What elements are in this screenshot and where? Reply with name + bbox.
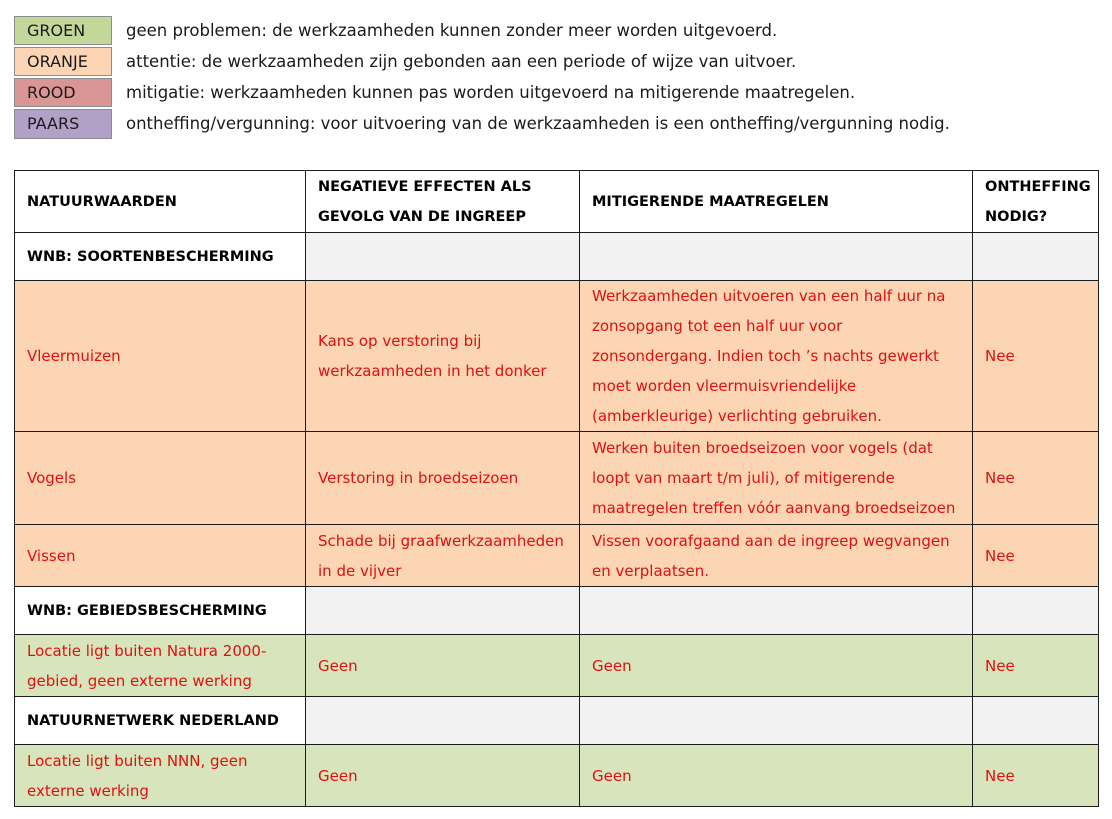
section-empty-cell xyxy=(973,233,1099,281)
legend-swatch-groen: GROEN xyxy=(14,16,112,45)
table-row-natura2000 xyxy=(15,635,1099,697)
cell-natuurwaarde: Vleermuizen xyxy=(15,281,306,432)
cell-ontheffing: Nee xyxy=(973,432,1099,525)
legend-text-groen: geen problemen: de werkzaamheden kunnen zonder meer worden uitgevoerd. xyxy=(126,21,778,40)
cell-maatregel: Geen xyxy=(580,745,973,807)
table-row-nnn xyxy=(15,745,1099,807)
legend-swatch-rood: ROOD xyxy=(14,78,112,107)
header-negatieve-effecten xyxy=(306,171,580,233)
natuurwaarden-table xyxy=(14,170,1099,807)
section-empty-cell xyxy=(306,697,580,745)
section-title: NATUURNETWERK NEDERLAND xyxy=(15,697,306,745)
table-header-row xyxy=(15,171,1099,233)
header-ontheffing xyxy=(973,171,1099,233)
section-title: WNB: SOORTENBESCHERMING xyxy=(15,233,306,281)
section-row-soortenbescherming xyxy=(15,233,1099,281)
section-empty-cell xyxy=(306,233,580,281)
table-row-vleermuizen xyxy=(15,281,1099,432)
section-empty-cell xyxy=(580,697,973,745)
cell-effect: Schade bij graafwerkzaamheden in de vijver xyxy=(306,525,580,587)
cell-ontheffing: Nee xyxy=(973,745,1099,807)
header-negatieve-effecten-line2: GEVOLG VAN DE INGREEP xyxy=(318,208,526,225)
header-ontheffing-line2: NODIG? xyxy=(985,208,1048,225)
cell-ontheffing: Nee xyxy=(973,525,1099,587)
cell-natuurwaarde: Locatie ligt buiten Natura 2000-gebied, geen externe werking xyxy=(15,635,306,697)
section-empty-cell xyxy=(580,233,973,281)
cell-effect: Verstoring in broedseizoen xyxy=(306,432,580,525)
section-empty-cell xyxy=(580,587,973,635)
section-empty-cell xyxy=(973,697,1099,745)
legend-text-oranje: attentie: de werkzaamheden zijn gebonden aan een periode of wijze van uitvoer. xyxy=(126,52,797,71)
section-row-natuurnetwerk xyxy=(15,697,1099,745)
section-title: WNB: GEBIEDSBESCHERMING xyxy=(15,587,306,635)
cell-natuurwaarde: Vogels xyxy=(15,432,306,525)
table-row-vogels xyxy=(15,432,1099,525)
cell-effect: Kans op verstoring bij werkzaamheden in het donker xyxy=(306,281,580,432)
legend-text-rood: mitigatie: werkzaamheden kunnen pas worden uitgevoerd na mitigerende maatregelen. xyxy=(126,83,856,102)
cell-maatregel: Vissen voorafgaand aan de ingreep wegvangen en verplaatsen. xyxy=(580,525,973,587)
section-empty-cell xyxy=(973,587,1099,635)
section-row-gebiedsbescherming xyxy=(15,587,1099,635)
cell-effect: Geen xyxy=(306,635,580,697)
cell-ontheffing: Nee xyxy=(973,635,1099,697)
cell-natuurwaarde: Vissen xyxy=(15,525,306,587)
cell-maatregel: Geen xyxy=(580,635,973,697)
header-negatieve-effecten-line1: NEGATIEVE EFFECTEN ALS xyxy=(318,178,532,195)
header-ontheffing-line1: ONTHEFFING xyxy=(985,178,1091,195)
section-empty-cell xyxy=(306,587,580,635)
header-natuurwaarden: NATUURWAARDEN xyxy=(15,171,306,233)
cell-maatregel: Werkzaamheden uitvoeren van een half uur na zonsopgang tot een half uur voor zonsondergang. Indien toch ’s nachts gewerkt moet worden vleermuisvriendelijke (amberkleurige) verlichting gebruiken. xyxy=(580,281,973,432)
cell-natuurwaarde: Locatie ligt buiten NNN, geen externe werking xyxy=(15,745,306,807)
table-row-vissen xyxy=(15,525,1099,587)
legend-swatch-oranje: ORANJE xyxy=(14,47,112,76)
legend-swatch-paars: PAARS xyxy=(14,109,112,139)
legend-text-paars: ontheffing/vergunning: voor uitvoering van de werkzaamheden is een ontheffing/vergunning nodig. xyxy=(126,114,950,133)
cell-maatregel: Werken buiten broedseizoen voor vogels (dat loopt van maart t/m juli), of mitigerende maatregelen treffen vóór aanvang broedseizoen xyxy=(580,432,973,525)
header-mitigerende-maatregelen: MITIGERENDE MAATREGELEN xyxy=(580,171,973,233)
cell-effect: Geen xyxy=(306,745,580,807)
cell-ontheffing: Nee xyxy=(973,281,1099,432)
